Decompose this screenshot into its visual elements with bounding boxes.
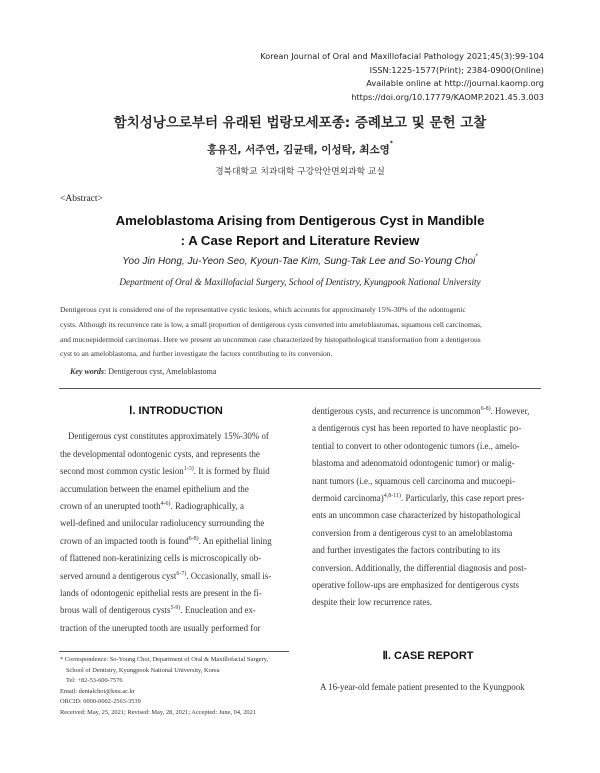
intro-line: well-defined and unilocular radiolucency surrounding the	[60, 518, 265, 529]
right-line: a dentigerous cyst has been reported to have neoplastic po-	[312, 423, 522, 434]
intro-line: the developmental odontogenic cysts, and represents the	[60, 448, 260, 459]
korean-affiliation: 경북대학교 치과대학 구강악안면외과학 교실	[215, 167, 385, 177]
right-line-tail: . Particularly, this case report pres-	[401, 493, 525, 504]
citation-ref: 6-7)	[176, 570, 187, 577]
doi-link[interactable]: https://doi.org/10.17779/KAOMP.2021.45.3.003	[351, 91, 544, 102]
available-online: Available online at http://journal.kaomp.org	[366, 78, 544, 88]
keywords	[70, 367, 216, 376]
intro-line: second most common cystic lesion	[60, 466, 184, 477]
korean-title: 함치성낭으로부터 유래된 법랑모세포종: 증례보고 및 문헌 고찰	[113, 115, 487, 131]
english-affiliation: Department of Oral & Maxillofacial Surgery, School of Dentistry, Kyungpook National University	[119, 277, 481, 287]
citation-ref: 4-6)	[160, 501, 171, 508]
introduction-heading: Ⅰ. INTRODUCTION	[129, 405, 223, 417]
footnote-line: School of Dentistry, Kyungpook National University, Korea	[66, 666, 220, 674]
journal-header	[260, 50, 544, 104]
intro-line: brous wall of dentigerous cysts	[60, 605, 171, 616]
intro-line: crown of an unerupted tooth	[60, 501, 161, 512]
intro-line: served around a dentigerous cyst	[60, 570, 177, 581]
intro-line-tail: . An epithelial lining	[198, 535, 272, 546]
intro-line-group	[60, 498, 292, 515]
intro-line-tail: . Enucleation and ex-	[180, 605, 256, 616]
footnote-dates: Received: May, 25, 2021; Revised: May, 28, 2021; Accepted: June, 04, 2021	[60, 708, 257, 716]
citation-ref: 5-9)	[170, 605, 181, 612]
citation-ref: 4,8-11)	[383, 493, 401, 500]
korean-authors	[0, 142, 600, 157]
right-line: nant tumors (i.e., squamous cell carcinoma and mucoepi-	[312, 475, 516, 486]
right-line: despite their low recurrence rates.	[312, 597, 432, 608]
right-line: blastoma and adenomatoid odontogenic tumor) or malig-	[312, 458, 515, 469]
right-line: tential to convert to other odontogenic tumors (i.e., amelo-	[312, 440, 520, 451]
english-authors	[0, 256, 600, 267]
footnote-rule	[59, 651, 289, 652]
right-line: conversion. Additionally, the differential diagnosis and post-	[312, 562, 527, 573]
intro-line-tail: . Occasionally, small is-	[186, 570, 272, 581]
intro-line: of flattened non-keratinizing cells is microscopically ob-	[60, 553, 262, 564]
left-column	[60, 403, 292, 637]
intro-line: accumulation between the enamel epithelium and the	[60, 483, 249, 494]
intro-line-group	[60, 602, 292, 619]
intro-line-tail: . Radiographically, a	[170, 501, 244, 512]
abstract-body	[60, 303, 540, 362]
abstract-label: <Abstract>	[60, 194, 103, 204]
intro-line: crown of an impacted tooth is found	[60, 535, 189, 546]
citation-ref: 6-8)	[480, 406, 491, 412]
intro-line: lands of odontogenic epithelial rests are present in the fi-	[60, 588, 262, 599]
abstract-line: and mucoepidermoid carcinomas. Here we present an uncommon case characterized by histopathological transformation from a dentigerous	[60, 334, 481, 344]
footnote-email[interactable]: Email: dentalchoi@knu.ac.kr	[60, 687, 135, 695]
intro-line-group	[60, 568, 292, 585]
english-title-line2: : A Case Report and Literature Review	[180, 233, 420, 248]
english-title-line1: Ameloblastoma Arising from Dentigerous Cyst in Mandible	[115, 213, 485, 228]
intro-line: Dentigerous cyst constitutes approximately 15%-30% of	[68, 431, 269, 442]
right-column	[312, 403, 544, 697]
case-report-heading: Ⅱ. CASE REPORT	[382, 649, 474, 662]
footnote-line: * Correspondence: So-Young Choi, Department of Oral & Maxillofacial Surgery,	[60, 656, 269, 663]
intro-line: traction of the unerupted tooth are usually performed for	[60, 622, 261, 633]
right-line-tail: . However,	[490, 406, 530, 416]
right-line-group	[312, 490, 544, 507]
right-line: and further investigates the factors contributing to its	[312, 545, 501, 556]
footnote-line: Tel: +82-53-600-7576	[66, 677, 123, 685]
korean-author-list: 홍유진, 서주연, 김균태, 이성탁, 최소영	[207, 144, 390, 156]
footnote-orcid: ORCID: 0000-0002-2563-3539	[60, 698, 141, 706]
keywords-label: Key words	[70, 367, 104, 376]
citation-ref: 6-8)	[188, 535, 199, 542]
issn: ISSN:1225-1577(Print); 2384-0900(Online)	[369, 64, 544, 75]
intro-line-group	[60, 533, 292, 550]
intro-line-group	[60, 463, 292, 480]
english-author-list: Yoo Jin Hong, Ju-Yeon Seo, Kyoun-Tae Kim, Sung-Tak Lee and So-Young Choi	[122, 256, 476, 267]
right-line: dentigerous cysts, and recurrence is uncommon	[312, 406, 481, 416]
right-line: conversion from a dentigerous cyst to an ameloblastoma	[312, 527, 513, 538]
corresponding-mark: *	[389, 140, 393, 147]
abstract-line: cyst to an ameloblastoma, and further investigate the factors contributing to its conversion.	[60, 349, 333, 359]
english-title	[0, 211, 600, 251]
correspondence-footnote	[60, 655, 268, 719]
right-line: ents an uncommon case characterized by histopathological	[312, 510, 521, 521]
right-line-group	[312, 403, 544, 420]
citation-ref: 1-3)	[183, 466, 194, 473]
english-corresponding-mark: *	[475, 254, 478, 260]
intro-line-tail: . It is formed by fluid	[193, 466, 270, 477]
abstract-line: Dentigerous cyst is considered one of the representative cystic lesions, which accounts for approximately 15%-30% of the odontogenic	[60, 305, 466, 314]
right-line: dermoid carcinoma)	[312, 493, 384, 504]
abstract-line: cysts. Although its recurrence rate is low, a small proportion of dentigerous cysts converted into ameloblastomas, squamous cell carcinomas,	[60, 319, 482, 329]
case-report-line: A 16-year-old female patient presented to the Kyungpook	[320, 682, 525, 693]
right-line: operative follow-ups are emphasized for dentigerous cysts	[312, 580, 520, 591]
section-divider	[59, 388, 541, 389]
journal-citation: Korean Journal of Oral and Maxillofacial Pathology 2021;45(3):99-104	[260, 51, 544, 61]
keywords-text: : Dentigerous cyst, Ameloblastoma	[104, 367, 217, 376]
